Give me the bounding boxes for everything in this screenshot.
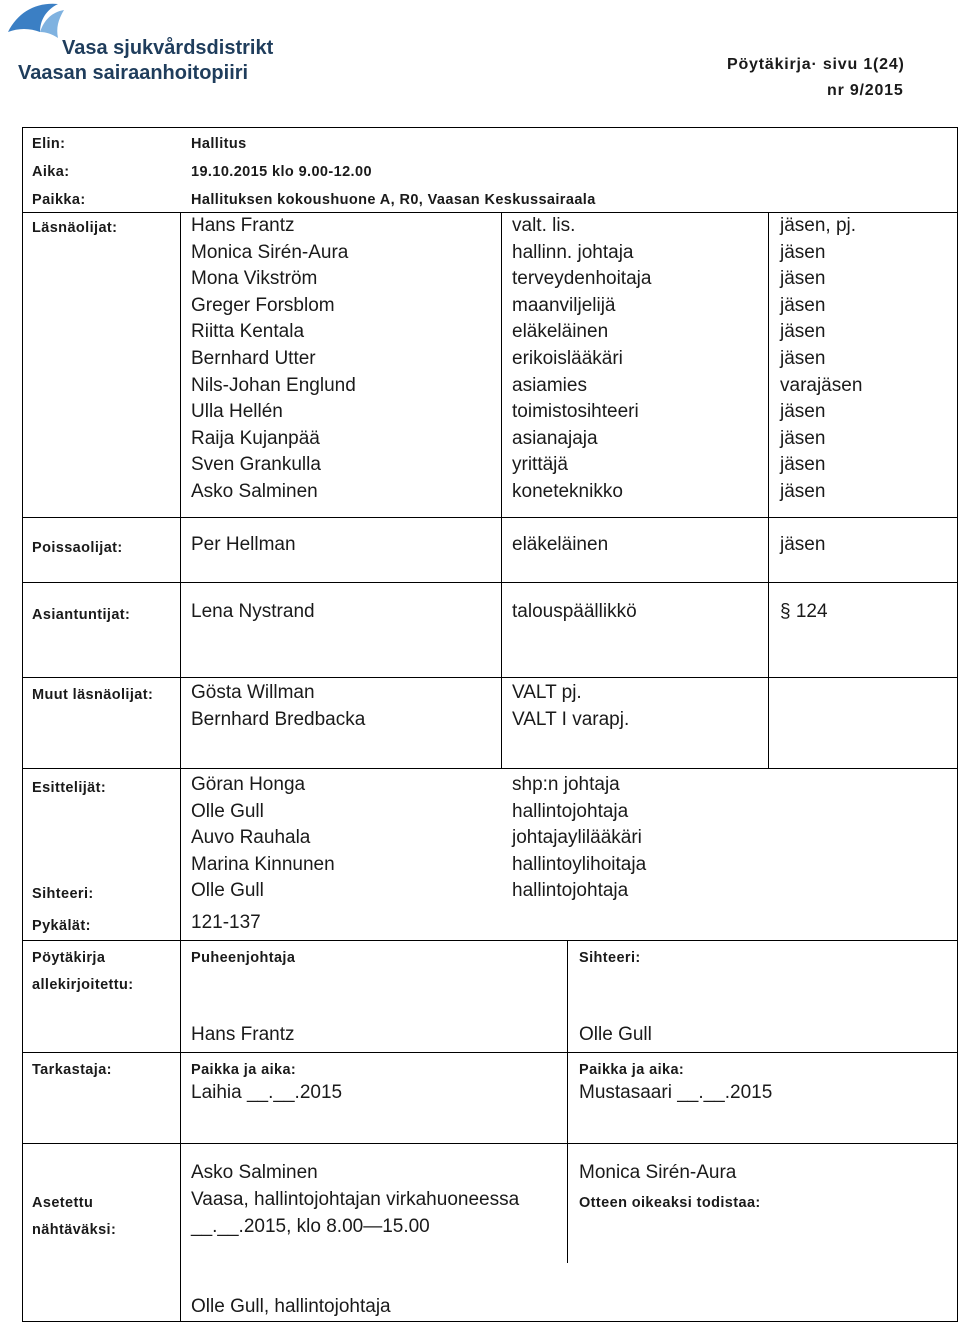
list-item: erikoislääkäri xyxy=(512,347,623,369)
list-item: asiamies xyxy=(512,374,587,396)
certify-label: Otteen oikeaksi todistaa: xyxy=(579,1195,761,1211)
list-item: hallintojohtaja xyxy=(512,800,629,822)
doc-type-text: Pöytäkirja xyxy=(727,56,812,73)
list-item: Bernhard Utter xyxy=(191,347,316,369)
signed-secretary-name: Olle Gull xyxy=(579,1024,652,1045)
list-item: jäsen xyxy=(780,321,826,343)
list-item: terveydenhoitaja xyxy=(512,268,652,290)
review-place-value-1: Laihia __.__.2015 xyxy=(191,1082,343,1103)
list-item: Auvo Rauhala xyxy=(191,827,311,849)
sections-label: Pykälät: xyxy=(32,918,91,934)
list-item: Ulla Hellén xyxy=(191,401,283,423)
posted-signer: Olle Gull, hallintojohtaja xyxy=(191,1296,391,1317)
list-item: jäsen, pj. xyxy=(780,215,857,236)
logo-line-1: Vasa sjukvårdsdistrikt xyxy=(62,37,274,59)
list-item: toimistosihteeri xyxy=(512,401,639,423)
signed-secretary-label: Sihteeri: xyxy=(579,950,641,966)
posted-label-line-2: nähtäväksi: xyxy=(32,1222,117,1238)
list-item: Raija Kujanpää xyxy=(191,427,320,449)
presenters-label: Esittelijät: xyxy=(32,780,107,796)
list-item: jäsen xyxy=(780,454,826,476)
list-item: johtajaylilääkäri xyxy=(512,827,642,849)
review-place-label-1: Paikka ja aika: xyxy=(191,1062,297,1078)
review-place-value-2: Mustasaari __.__.2015 xyxy=(579,1082,773,1103)
list-item: maanviljelijä xyxy=(512,294,616,316)
list-item: hallinn. johtaja xyxy=(512,241,634,263)
document-type: Pöytäkirja· sivu 1(24) xyxy=(727,56,905,73)
list-item: Monica Sirén-Aura xyxy=(191,241,349,263)
list-item: Marina Kinnunen xyxy=(191,853,335,875)
list-item: koneteknikko xyxy=(512,480,623,502)
list-item: jäsen xyxy=(780,241,826,263)
list-item: Asko Salminen xyxy=(191,480,318,502)
posted-label-line-1: Asetettu xyxy=(32,1195,94,1211)
reviewer-1-name: Asko Salminen xyxy=(191,1162,318,1183)
present-label: Läsnäolijat: xyxy=(32,220,118,236)
list-item: Sven Grankulla xyxy=(191,454,321,476)
list-item: jäsen xyxy=(780,401,826,423)
expert-section: § 124 xyxy=(780,601,828,622)
list-item: Riitta Kentala xyxy=(191,321,305,343)
logo-mark-icon xyxy=(6,2,66,56)
secretary-label: Sihteeri: xyxy=(32,886,94,902)
expert-title: talouspäällikkö xyxy=(512,601,637,622)
list-item: varajäsen xyxy=(780,374,863,396)
review-place-label-2: Paikka ja aika: xyxy=(579,1062,685,1078)
absent-name: Per Hellman xyxy=(191,534,296,555)
list-item: VALT pj. xyxy=(512,682,582,703)
list-item: jäsen xyxy=(780,480,826,502)
list-item: Greger Forsblom xyxy=(191,294,335,316)
list-item: Göran Honga xyxy=(191,774,306,795)
absent-label: Poissaolijat: xyxy=(32,540,123,556)
list-item: hallintoylihoitaja xyxy=(512,853,647,875)
list-item: eläkeläinen xyxy=(512,321,609,343)
posted-time: __.__.2015, klo 8.00—15.00 xyxy=(191,1216,430,1237)
reviewer-2-name: Monica Sirén-Aura xyxy=(579,1162,737,1183)
list-item: jäsen xyxy=(780,268,826,290)
list-item: yrittäjä xyxy=(512,454,568,476)
paikka-label: Paikka: xyxy=(32,192,86,208)
presenters-titles-list xyxy=(512,772,646,878)
paikka-value: Hallituksen kokoushuone A, R0, Vaasan Keskussairaala xyxy=(191,192,596,208)
absent-role: jäsen xyxy=(780,534,826,555)
logo-line-2: Vaasan sairaanhoitopiiri xyxy=(18,62,249,84)
posted-location: Vaasa, hallintojohtajan virkahuoneessa xyxy=(191,1189,520,1210)
present-titles-list xyxy=(512,213,651,506)
document-number: nr 9/2015 xyxy=(827,82,904,99)
experts-label: Asiantuntijat: xyxy=(32,607,131,623)
presenters-names-list xyxy=(191,772,335,878)
elin-label: Elin: xyxy=(32,136,66,152)
aika-label: Aika: xyxy=(32,164,70,180)
chair-label: Puheenjohtaja xyxy=(191,950,296,966)
review-label: Tarkastaja: xyxy=(32,1062,112,1078)
list-item: Hans Frantz xyxy=(191,215,295,236)
present-names-list xyxy=(191,213,356,506)
elin-value: Hallitus xyxy=(191,136,247,152)
aika-value: 19.10.2015 klo 9.00-12.00 xyxy=(191,164,372,180)
list-item: Nils-Johan Englund xyxy=(191,374,356,396)
page-indicator: sivu 1(24) xyxy=(822,56,905,73)
others-titles-list xyxy=(512,680,629,733)
chair-name: Hans Frantz xyxy=(191,1024,295,1045)
secretary-name: Olle Gull xyxy=(191,880,264,901)
others-names-list xyxy=(191,680,365,733)
list-item: jäsen xyxy=(780,427,826,449)
list-item: VALT I varapj. xyxy=(512,708,630,730)
list-item: jäsen xyxy=(780,347,826,369)
list-item: shp:n johtaja xyxy=(512,774,620,795)
list-item: Mona Vikström xyxy=(191,268,318,290)
list-item: Bernhard Bredbacka xyxy=(191,708,366,730)
list-item: Olle Gull xyxy=(191,800,264,822)
expert-name: Lena Nystrand xyxy=(191,601,315,622)
signed-label-line-2: allekirjoitettu: xyxy=(32,977,134,993)
list-item: asianajaja xyxy=(512,427,598,449)
secretary-title: hallintojohtaja xyxy=(512,880,629,901)
sections-value: 121-137 xyxy=(191,912,261,933)
list-item: valt. lis. xyxy=(512,215,576,236)
list-item: Gösta Willman xyxy=(191,682,315,703)
present-roles-list xyxy=(780,213,862,506)
absent-title: eläkeläinen xyxy=(512,534,609,555)
list-item: jäsen xyxy=(780,294,826,316)
signed-label-line-1: Pöytäkirja xyxy=(32,950,106,966)
others-label: Muut läsnäolijat: xyxy=(32,687,154,703)
